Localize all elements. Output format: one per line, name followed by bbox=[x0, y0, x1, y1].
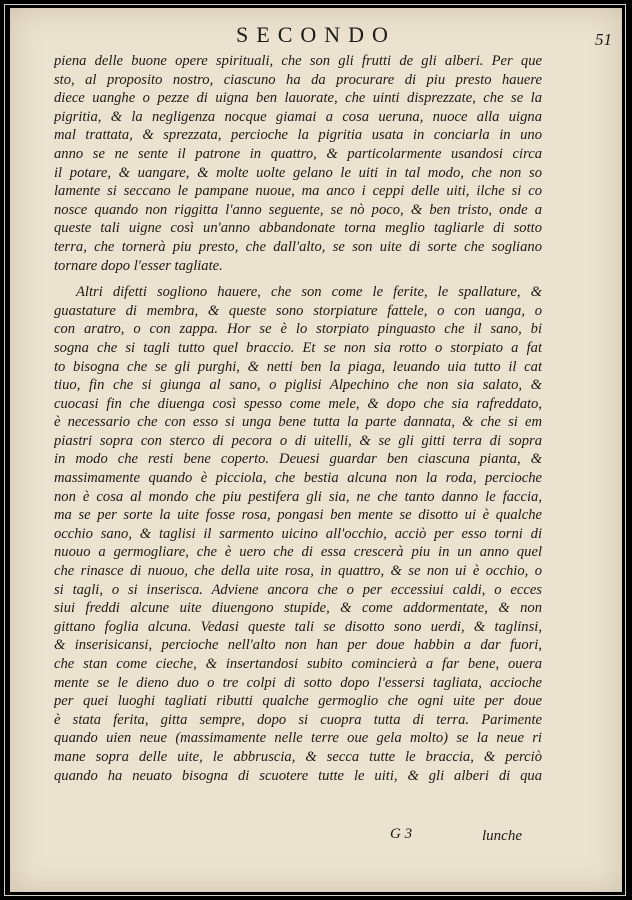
text-line: sto, al proposito nostro, ciascuno ha da procurare di piu presto hauere bbox=[54, 71, 542, 88]
text-line: queste tali uigne così un'anno abbandonate torna meglio tagliarle di sotto bbox=[54, 220, 542, 237]
paragraph-1 bbox=[54, 52, 542, 275]
paragraph-gap bbox=[54, 275, 542, 283]
text-line: piena delle buone opere spirituali, che son gli frutti de gli alberi. Per que bbox=[54, 53, 542, 69]
page-number: 51 bbox=[595, 30, 612, 49]
text-line: che stan come cieche, & insertandosi subito comincierà a far bene, ouera bbox=[54, 656, 542, 672]
text-line: Altri difetti sogliono hauere, che son come le ferite, le spallature, & bbox=[76, 284, 542, 301]
text-line: in modo che resti bene coperto. Deuesi guardar ben ciascuna pianta, & bbox=[54, 451, 542, 468]
catchword: lunche bbox=[482, 828, 522, 844]
text-line: occhio sano, & taglisi il sarmento uicino all'occhio, acciò per esso torni di bbox=[54, 525, 542, 542]
text-line: to bisogna che se gli purghi, & netti ben la piaga, leuando uia tutto il cat bbox=[54, 358, 542, 375]
text-line: lamente si seccano le pampane nuoue, ma anco i ceppi delle uiti, ilche si co bbox=[54, 183, 542, 200]
text-line: con aratro, o con zappa. Hor se è lo storpiato pinguasto che il sano, bi bbox=[54, 321, 542, 338]
text-line: guastature di membra, & queste sono storpiature fattele, o con uanga, o bbox=[54, 302, 542, 319]
text-line: gittano foglia alcuna. Vedasi queste tali se disotto sono uerdi, & taglinsi, bbox=[54, 618, 542, 635]
text-line: mente se le dieno duo o tre colpi di sotto dopo l'essersi tagliata, accioche bbox=[54, 674, 542, 691]
running-head: SECONDO bbox=[236, 22, 396, 47]
text-line: nuouo a germogliare, che è uero che di essa crescerà piu in un anno quel bbox=[54, 544, 542, 561]
text-line: terra, che tornerà piu presto, che dall'alto, se son uite di sorte che sogliano bbox=[54, 238, 542, 255]
text-line: tiuo, fin che si giunga al sano, o piglisi Alpechino che non sia salato, & bbox=[54, 377, 542, 394]
text-line: anno se ne sente il patrone in quattro, & particolarmente usandosi circa bbox=[54, 145, 542, 162]
text-line: pigritia, & la negligenza nocque giamai a cosa ueruna, nuoce alla uigna bbox=[54, 108, 542, 125]
text-line: piastri sopra con sterco di pecora o di uitelli, & se gli gitti terra di sopra bbox=[54, 432, 542, 449]
text-line: il potare, & uangare, & molte uolte gelano le uiti in tal modo, che non so bbox=[54, 164, 542, 181]
paragraph-2 bbox=[54, 283, 542, 785]
text-line: tornare dopo l'esser tagliate. bbox=[54, 257, 223, 274]
text-line: si tagli, o si inserisca. Adviene ancora che o per eccessiui caldi, o ecces bbox=[54, 581, 542, 598]
text-line: diece uanghe o pezze di uigna ben lauorate, che uinti disprezzate, che se la bbox=[54, 90, 542, 107]
text-line: massimamente quando è picciola, che bestia alcuna non la roda, percioche bbox=[54, 470, 542, 487]
text-line: mal trattata, & sprezzata, percioche la pigritia usata in conciarla in uno bbox=[54, 127, 542, 144]
signature-mark: G 3 bbox=[390, 826, 413, 842]
text-line: non è cosa al mondo che piu pestifera gli sia, ne che tanto danno le faccia, bbox=[54, 488, 542, 505]
text-line: è stata ferita, gitta sempre, dopo si cuopra tutta di terra. Parimente bbox=[54, 711, 542, 728]
text-line: per quei luoghi tagliati ributti qualche germoglio che ogni uite per doue bbox=[54, 693, 542, 710]
text-line: mane sopra delle uite, le abbruscia, & secca tutte le braccia, & perciò bbox=[54, 748, 542, 765]
text-line: cuocasi fin che diuenga così spesso come mele, & dopo che sia rafreddato, bbox=[54, 395, 542, 412]
text-line: siui freddi alcune uite diuengono stupide, & come addormentate, & non bbox=[54, 600, 542, 617]
text-line: ma se per sorte la uite fosse rosa, pongasi ben mente se disotto ui è qualche bbox=[54, 507, 542, 524]
text-line: è necessario che con esso si unga bene tutta la parte dannata, & che si em bbox=[54, 414, 542, 431]
book-page bbox=[10, 8, 622, 892]
text-line: sogna che si tagli tutto quel braccio. Et se non sia rotto o storpiato a fat bbox=[54, 339, 542, 356]
text-line: & inserisicansi, percioche nell'alto non han per doue habbin a dar fuori, bbox=[54, 637, 542, 654]
text-line: quando ha neuato bisogna di scuotere tutte le uiti, & gli alberi di qua bbox=[54, 767, 542, 784]
text-line: nosce quando non riggitta l'anno seguente, se nò poco, & ben tristo, onde a bbox=[54, 201, 542, 218]
body-text bbox=[54, 52, 542, 785]
text-line: quando uien neue (massimamente nelle terre oue gela molto) se la neue ri bbox=[54, 730, 542, 747]
text-line: che rinasce di nuouo, che della uite rosa, in quattro, & se non ui è occhio, o bbox=[54, 563, 542, 580]
